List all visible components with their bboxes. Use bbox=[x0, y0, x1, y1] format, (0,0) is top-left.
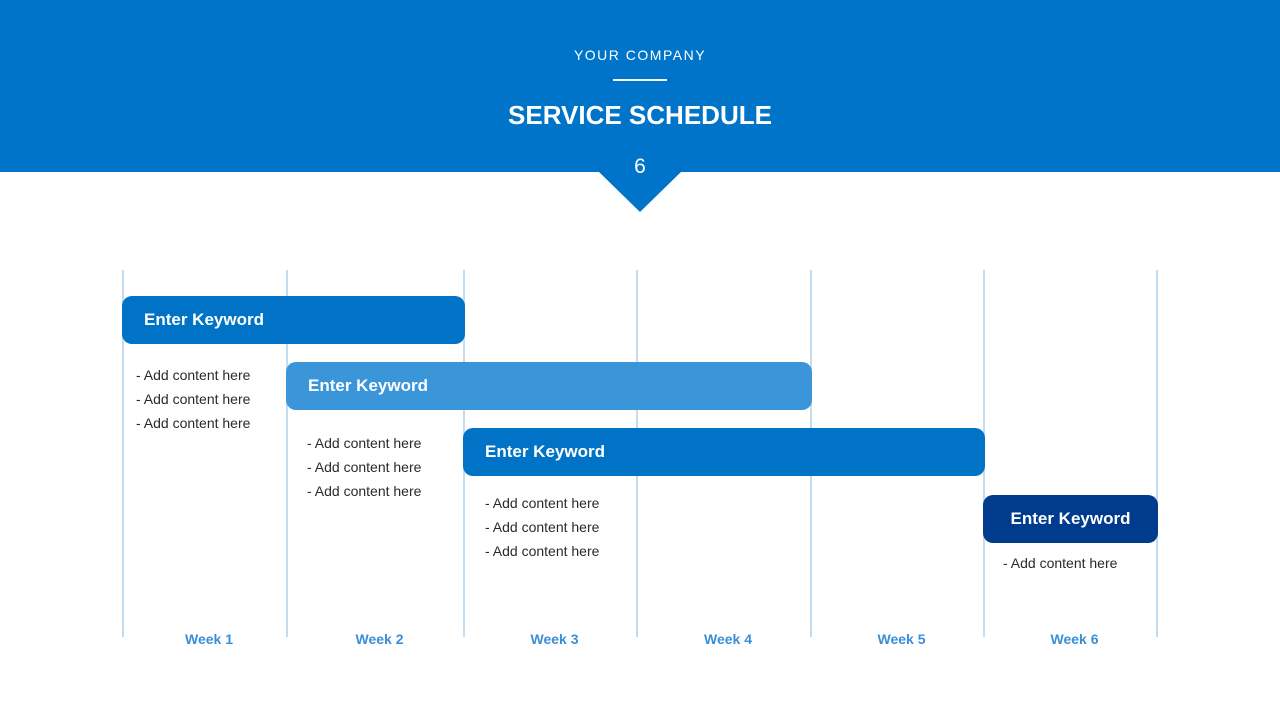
task-label: Enter Keyword bbox=[144, 310, 264, 329]
task-content-item: - Add content here bbox=[307, 435, 422, 451]
task-content-list bbox=[307, 431, 421, 503]
task-content-item: - Add content here bbox=[136, 391, 251, 407]
task-bar bbox=[463, 428, 985, 476]
week-label: Week 1 bbox=[185, 631, 233, 647]
task-content-item: - Add content here bbox=[136, 415, 251, 431]
task-content-item: - Add content here bbox=[485, 495, 600, 511]
header-banner bbox=[0, 0, 1280, 172]
task-bar bbox=[286, 362, 812, 410]
week-label: Week 3 bbox=[530, 631, 579, 647]
task-content-item: - Add content here bbox=[136, 367, 251, 383]
task-content-list bbox=[1003, 551, 1117, 575]
task-content-item: - Add content here bbox=[485, 543, 600, 559]
task-content-list bbox=[485, 491, 599, 563]
week-gridline bbox=[1156, 270, 1158, 637]
company-name: YOUR COMPANY bbox=[573, 47, 707, 63]
week-label: Week 4 bbox=[704, 631, 752, 647]
task-content-item: - Add content here bbox=[307, 483, 422, 499]
task-label: Enter Keyword bbox=[308, 376, 428, 395]
task-content-item: - Add content here bbox=[307, 459, 422, 475]
week-label: Week 2 bbox=[355, 631, 404, 647]
task-label: Enter Keyword bbox=[485, 442, 605, 461]
task-bar bbox=[983, 495, 1158, 543]
task-bar bbox=[122, 296, 465, 344]
task-content-item: - Add content here bbox=[1003, 555, 1118, 571]
task-content-list bbox=[136, 363, 250, 435]
week-label: Week 6 bbox=[1050, 631, 1099, 647]
title-divider bbox=[613, 79, 667, 81]
task-content-item: - Add content here bbox=[485, 519, 600, 535]
week-label: Week 5 bbox=[877, 631, 926, 647]
page-title: SERVICE SCHEDULE bbox=[508, 100, 772, 130]
slide-number: 6 bbox=[634, 155, 646, 178]
task-label: Enter Keyword bbox=[1010, 509, 1131, 528]
